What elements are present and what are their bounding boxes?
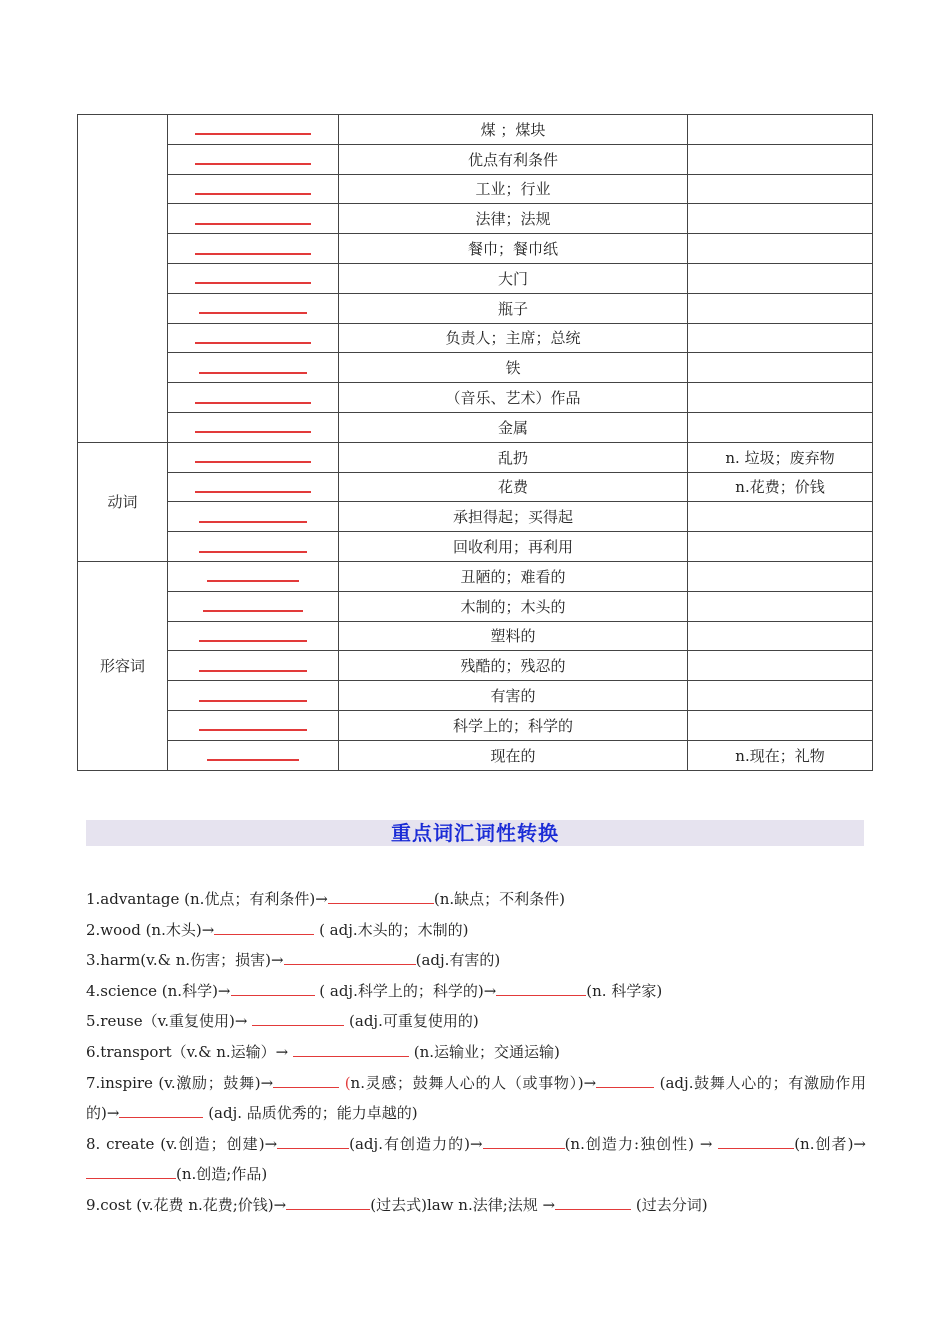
- vocab-row: [78, 174, 873, 204]
- answer-cell[interactable]: [168, 144, 339, 174]
- vocab-table: [77, 114, 873, 771]
- answer-blank[interactable]: [231, 981, 315, 996]
- chinese-meaning: 科学上的；科学的: [339, 710, 688, 740]
- answer-blank[interactable]: [284, 950, 416, 965]
- answer-line: [207, 759, 299, 761]
- vocab-row: [78, 293, 873, 323]
- vocab-row: [78, 442, 873, 472]
- chinese-meaning: 负责人；主席；总统: [339, 323, 688, 353]
- answer-cell[interactable]: [168, 681, 339, 711]
- chinese-meaning: 瓶子: [339, 293, 688, 323]
- answer-line: [195, 193, 311, 195]
- answer-blank[interactable]: [214, 920, 314, 935]
- answer-line: [199, 670, 307, 672]
- answer-cell[interactable]: [168, 621, 339, 651]
- chinese-meaning: 丑陋的；难看的: [339, 561, 688, 591]
- related-form-note: [688, 651, 873, 681]
- answer-line: [195, 342, 311, 344]
- related-form-note: [688, 263, 873, 293]
- answer-cell[interactable]: [168, 293, 339, 323]
- vocab-row: [78, 561, 873, 591]
- category-cell: 形容词: [78, 561, 168, 770]
- answer-cell[interactable]: [168, 710, 339, 740]
- answer-blank[interactable]: [328, 889, 434, 904]
- related-form-note: [688, 561, 873, 591]
- related-form-note: n. 垃圾；废弃物: [688, 442, 873, 472]
- related-form-note: [688, 710, 873, 740]
- answer-line: [199, 729, 307, 731]
- answer-cell[interactable]: [168, 234, 339, 264]
- answer-line: [203, 610, 303, 612]
- section-title-bar: [86, 820, 864, 846]
- answer-line: [195, 282, 311, 284]
- vocab-row: [78, 532, 873, 562]
- answer-cell[interactable]: [168, 651, 339, 681]
- answer-blank[interactable]: [286, 1195, 370, 1210]
- exercise-3: 3.harm(v.& n.伤害；损害)→ (adj.有害的): [86, 951, 501, 970]
- answer-line: [195, 133, 311, 135]
- exercise-1: 1.advantage (n.优点；有利条件)→ (n.缺点；不利条件): [86, 890, 565, 908]
- chinese-meaning: 木制的；木头的: [339, 591, 688, 621]
- chinese-meaning: 残酷的；残忍的: [339, 651, 688, 681]
- answer-blank[interactable]: [86, 1164, 176, 1179]
- answer-blank[interactable]: [718, 1134, 794, 1149]
- answer-cell[interactable]: [168, 561, 339, 591]
- exercise-8: 8. create (v.创造；创建)→ (adj.有创造力的)→ (n.创造力:独创性) → (n.创者)→ (n.创造;作品): [86, 1134, 867, 1184]
- related-form-note: [688, 144, 873, 174]
- vocab-row: [78, 651, 873, 681]
- exercise-6: 6.transport（v.& n.运输）→ (n.运输业；交通运输): [86, 1042, 560, 1061]
- answer-blank[interactable]: [483, 1134, 565, 1149]
- vocab-row: [78, 263, 873, 293]
- category-cell: [78, 115, 168, 443]
- answer-blank[interactable]: [277, 1134, 349, 1149]
- chinese-meaning: 餐巾；餐巾纸: [339, 234, 688, 264]
- answer-blank[interactable]: [555, 1195, 631, 1210]
- chinese-meaning: 煤 ；煤块: [339, 115, 688, 145]
- chinese-meaning: （音乐、艺术）作品: [339, 383, 688, 413]
- chinese-meaning: 金属: [339, 412, 688, 442]
- related-form-note: [688, 174, 873, 204]
- vocab-row: [78, 621, 873, 651]
- chinese-meaning: 大门: [339, 263, 688, 293]
- vocab-row: [78, 591, 873, 621]
- vocab-row: [78, 681, 873, 711]
- answer-blank[interactable]: [293, 1042, 409, 1057]
- answer-cell[interactable]: [168, 591, 339, 621]
- answer-line: [195, 431, 311, 433]
- vocab-row: [78, 144, 873, 174]
- vocab-row: [78, 353, 873, 383]
- chinese-meaning: 回收利用；再利用: [339, 532, 688, 562]
- answer-line: [195, 163, 311, 165]
- vocab-row: [78, 323, 873, 353]
- answer-cell[interactable]: [168, 383, 339, 413]
- chinese-meaning: 现在的: [339, 740, 688, 770]
- answer-cell[interactable]: [168, 740, 339, 770]
- related-form-note: [688, 412, 873, 442]
- exercise-2: 2.wood (n.木头)→ ( adj.木头的；木制的): [86, 920, 469, 939]
- section-title: 重点词汇词性转换: [391, 821, 559, 845]
- related-form-note: [688, 532, 873, 562]
- vocab-row: [78, 710, 873, 740]
- answer-blank[interactable]: [119, 1103, 203, 1118]
- answer-line: [199, 312, 307, 314]
- answer-line: [195, 491, 311, 493]
- exercise-7: 7.inspire (v.激励；鼓舞)→ (n.灵感；鼓舞人心的人（或事物）)→ (adj.鼓舞人心的；有激励作用的)→ (adj. 品质优秀的；能力卓越的): [86, 1073, 866, 1123]
- chinese-meaning: 花费: [339, 472, 688, 502]
- related-form-note: [688, 621, 873, 651]
- answer-cell[interactable]: [168, 353, 339, 383]
- answer-line: [199, 521, 307, 523]
- vocab-row: [78, 412, 873, 442]
- category-cell: 动词: [78, 442, 168, 561]
- answer-line: [195, 402, 311, 404]
- answer-blank[interactable]: [496, 981, 586, 996]
- exercise-9: 9.cost (v.花费 n.花费;价钱)→ (过去式)law n.法律;法规 → (过去分词): [86, 1195, 708, 1214]
- chinese-meaning: 工业；行业: [339, 174, 688, 204]
- vocab-row: [78, 204, 873, 234]
- chinese-meaning: 有害的: [339, 681, 688, 711]
- answer-line: [199, 372, 307, 374]
- related-form-note: [688, 383, 873, 413]
- related-form-note: [688, 591, 873, 621]
- answer-blank[interactable]: [252, 1011, 344, 1026]
- answer-blank[interactable]: [596, 1073, 654, 1088]
- related-form-note: [688, 115, 873, 145]
- chinese-meaning: 塑料的: [339, 621, 688, 651]
- chinese-meaning: 承担得起；买得起: [339, 502, 688, 532]
- vocab-row: [78, 383, 873, 413]
- related-form-note: [688, 323, 873, 353]
- chinese-meaning: 铁: [339, 353, 688, 383]
- vocab-row: [78, 234, 873, 264]
- answer-cell[interactable]: [168, 323, 339, 353]
- vocab-row: [78, 472, 873, 502]
- answer-cell[interactable]: [168, 502, 339, 532]
- exercise-list: [86, 884, 866, 1221]
- answer-blank[interactable]: [273, 1073, 339, 1088]
- answer-cell[interactable]: [168, 442, 339, 472]
- answer-cell[interactable]: [168, 174, 339, 204]
- chinese-meaning: 法律；法规: [339, 204, 688, 234]
- answer-line: [195, 223, 311, 225]
- answer-line: [207, 580, 299, 582]
- answer-cell[interactable]: [168, 263, 339, 293]
- exercise-4: 4.science (n.科学)→ ( adj.科学上的；科学的)→ (n. 科学家): [86, 981, 663, 1000]
- answer-cell[interactable]: [168, 472, 339, 502]
- vocab-row: [78, 740, 873, 770]
- vocab-row: [78, 502, 873, 532]
- related-form-note: n.花费；价钱: [688, 472, 873, 502]
- answer-cell[interactable]: [168, 115, 339, 145]
- answer-line: [195, 253, 311, 255]
- chinese-meaning: 优点有利条件: [339, 144, 688, 174]
- answer-line: [199, 551, 307, 553]
- answer-line: [195, 461, 311, 463]
- related-form-note: [688, 234, 873, 264]
- related-form-note: [688, 204, 873, 234]
- related-form-note: n.现在；礼物: [688, 740, 873, 770]
- related-form-note: [688, 353, 873, 383]
- answer-line: [199, 640, 307, 642]
- answer-line: [199, 700, 307, 702]
- vocab-row: [78, 115, 873, 145]
- chinese-meaning: 乱扔: [339, 442, 688, 472]
- related-form-note: [688, 681, 873, 711]
- related-form-note: [688, 293, 873, 323]
- answer-cell[interactable]: [168, 204, 339, 234]
- answer-cell[interactable]: [168, 412, 339, 442]
- answer-cell[interactable]: [168, 532, 339, 562]
- exercise-5: 5.reuse（v.重复使用)→ (adj.可重复使用的): [86, 1012, 479, 1031]
- related-form-note: [688, 502, 873, 532]
